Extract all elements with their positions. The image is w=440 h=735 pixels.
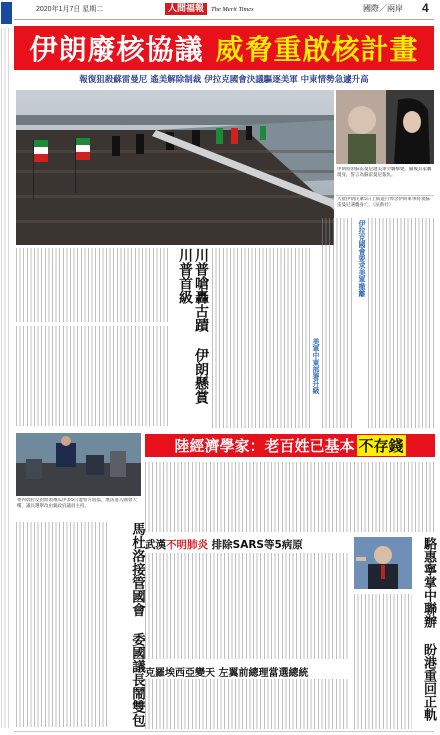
venezuela-photo (16, 433, 141, 496)
portrait-caption: 伊朗將領蘇雷曼尼遭美軍空襲擊斃，隨後其家屬現身，誓言為蘇雷曼尼報仇。 (337, 167, 432, 178)
china-econ-headline (145, 434, 435, 457)
left-margin-text (1, 28, 12, 728)
left-ear (1, 2, 12, 24)
trump-article-body-3 (212, 248, 310, 428)
headline-part1: 伊朗廢核協議 (29, 33, 204, 66)
venezuela-headline: 馬杜洛接管國會 委國議長鬧雙包 (129, 522, 145, 727)
crowd-caption: 大批伊朗民眾5日上街遊行悼念伊朗軍事將領蘇雷曼尼遇襲身亡。（法新社） (337, 197, 430, 208)
page-number: 4 (422, 1, 429, 15)
trump-headline: 川普嗆轟古蹟 伊朗懸賞川普首級 (177, 248, 209, 404)
iraq-subhead-2: 美軍中東部署升級 (312, 338, 320, 394)
hk-headline: 駱惠寧掌中聯辦 盼港重回正軌 (421, 537, 436, 721)
caption-divider (336, 195, 434, 196)
portrait-image (336, 90, 434, 164)
crowd-photo-image (16, 90, 334, 245)
hk-photo (354, 537, 412, 589)
header-rule (14, 19, 434, 20)
masthead-logo (165, 3, 254, 15)
wuhan-prefix: 武漢 (145, 539, 166, 551)
croatia-headline: 克羅埃西亞變天 左翼前總理當選總統 (145, 668, 309, 679)
subheadline: 報復狙殺蘇雷曼尼 遙美解除制裁 伊拉克國會決議驅逐美軍 中東情勢急遽升高 (79, 75, 369, 85)
china-econ-highlight: 不存錢 (358, 437, 404, 455)
wuhan-body (145, 553, 350, 659)
hk-image (354, 537, 412, 589)
crowd-photo (16, 90, 334, 245)
iraq-article-body (368, 218, 434, 428)
venezuela-caption: 委內瑞拉反對派領袖瓜伊多5日遭警方阻擋，無法進入國會大樓，議長選舉改由親政府議員主持。 (17, 498, 137, 509)
section-label: 國際／兩岸 (363, 4, 403, 13)
wuhan-red: 不明肺炎 (166, 539, 208, 551)
venezuela-body (16, 522, 108, 727)
masthead-cn: 人間福報 (165, 3, 207, 15)
croatia-body (145, 679, 350, 729)
headline-part2: 威脅重啟核計畫 (215, 33, 419, 66)
headline-bar (14, 26, 434, 70)
iraq-subhead-1: 伊拉克國會要求美軍撤離 (358, 220, 366, 297)
issue-date: 2020年1月7日 星期二 (36, 6, 104, 13)
masthead-en: The Merit Times (211, 5, 254, 13)
wuhan-headline (145, 537, 350, 552)
venezuela-image (16, 433, 141, 496)
hk-body (354, 594, 412, 729)
iraq-article-body-2 (322, 218, 354, 428)
china-econ-title: 陸經濟學家：老百姓已基本 (174, 437, 355, 455)
page-header (0, 0, 440, 26)
trump-article-body (16, 248, 170, 322)
trump-article-body-2 (16, 326, 170, 426)
wuhan-suffix: 排除SARS等5病原 (208, 539, 303, 551)
portrait-photo (336, 90, 434, 164)
china-econ-body (145, 462, 435, 532)
bottom-rule (14, 731, 434, 732)
